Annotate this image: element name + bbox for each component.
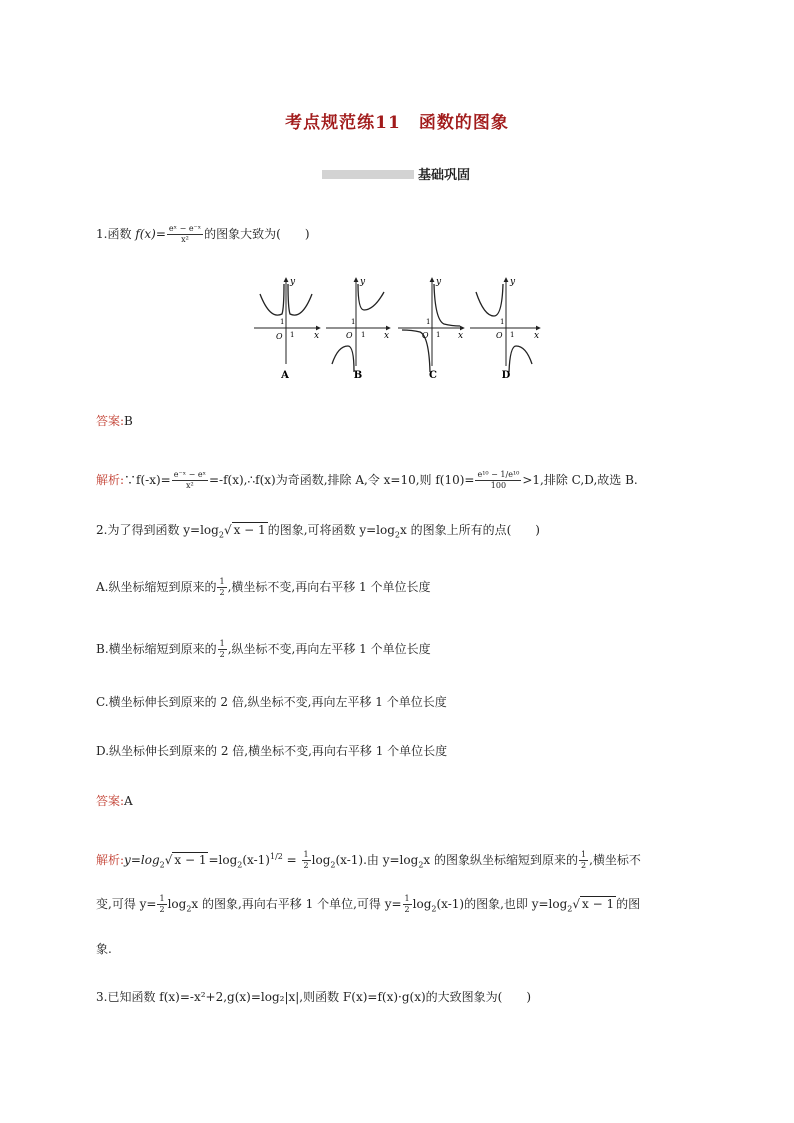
q2-an-l2-half1 xyxy=(157,894,166,915)
q2-an-l1-sqrt: x − 1 xyxy=(174,853,207,867)
graph-a-y-one: 1 xyxy=(280,318,285,326)
q1-analysis-fraction2 xyxy=(475,470,521,491)
graph-a-label: A xyxy=(281,370,289,381)
q2-an-l1-half1 xyxy=(302,850,311,871)
q2-an-l2-sub3: 2 xyxy=(567,904,573,914)
q2-an-l1-h: ,横坐标不 xyxy=(589,853,641,867)
graph-a-x-one: 1 xyxy=(290,331,295,339)
q2-an-l1-sub1: 2 xyxy=(159,860,165,870)
q2-option-a-half-den: 2 xyxy=(219,588,225,597)
q1-analysis-part1: ∵f(-x)= xyxy=(124,473,171,487)
q2-analysis-label: 解析: xyxy=(96,853,125,867)
q2-an-l1-d: = xyxy=(282,853,301,867)
q1-suffix: 的图象大致为( ) xyxy=(204,227,310,241)
q2-an-l1-e: log xyxy=(311,853,331,867)
graph-b-y-label: y xyxy=(360,277,366,287)
graph-a-y-label: y xyxy=(290,277,296,287)
q2-an-l1-a: y=log xyxy=(124,853,160,867)
q2-answer-value: A xyxy=(124,794,133,808)
graph-b-origin: O xyxy=(346,331,353,340)
section-label: 基础巩固 xyxy=(418,168,471,183)
q2-an-l2-sqrt: x − 1 xyxy=(582,897,615,911)
q2-an-l1-half1-den: 2 xyxy=(303,861,309,870)
graph-d xyxy=(470,277,540,381)
q2-an-l2-f: 的图 xyxy=(616,897,641,911)
q2-option-b-half-num: 1 xyxy=(219,639,225,648)
q2-option-a-half-num: 1 xyxy=(219,577,225,586)
graph-c xyxy=(398,277,464,381)
graph-c-label: C xyxy=(429,370,437,381)
question-3-stem xyxy=(96,988,531,1006)
q2-option-b-post: ,纵坐标不变,再向左平移 1 个单位长度 xyxy=(227,642,431,656)
q2-stem-sqrt: x − 1 xyxy=(233,523,266,537)
q2-an-l3: 象. xyxy=(96,942,112,956)
q2-an-l1-half1-num: 1 xyxy=(303,850,309,859)
q2-an-l2-c: x 的图象,再向右平移 1 个单位,可得 y= xyxy=(191,897,402,911)
q1-prefix: 1.函数 xyxy=(96,227,136,241)
q1-graphs xyxy=(248,272,548,384)
q3-stem-text: 3.已知函数 f(x)=-x²+2,g(x)=log₂|x|,则函数 F(x)=f(x)·g(x)的大致图象为( ) xyxy=(96,990,532,1004)
q2-analysis-line-3 xyxy=(96,940,112,958)
q1-analysis-frac-den: x² xyxy=(186,481,194,490)
q2-an-l1-g: x 的图象纵坐标缩短到原来的 xyxy=(423,853,578,867)
q2-an-l1-half2 xyxy=(579,850,588,871)
q1-frac-den: x² xyxy=(181,235,189,244)
q2-an-l2-d: log xyxy=(412,897,432,911)
q2-stem-a: 2.为了得到函数 y=log xyxy=(96,523,219,537)
q2-an-l2-e: (x-1)的图象,也即 y=log xyxy=(436,897,568,911)
q2-answer-label: 答案: xyxy=(96,794,125,808)
q2-an-l1-b: =log xyxy=(208,853,238,867)
q1-analysis-frac2-den: 100 xyxy=(490,481,507,490)
graph-b-y-one: 1 xyxy=(351,318,356,326)
q2-an-l1-sub2: 2 xyxy=(237,860,243,870)
q2-option-b-pre: B.横坐标缩短到原来的 xyxy=(96,642,217,656)
graph-a-x-label: x xyxy=(314,331,320,341)
q2-an-l2-a: 变,可得 y= xyxy=(96,897,157,911)
q1-analysis-fraction xyxy=(172,470,208,491)
q2-option-a-pre: A.纵坐标缩短到原来的 xyxy=(96,580,217,594)
q2-an-l2-half2 xyxy=(403,894,412,915)
graph-a-origin: O xyxy=(276,332,283,341)
q2-option-a-post: ,横坐标不变,再向右平移 1 个单位长度 xyxy=(227,580,431,594)
q1-analysis-label: 解析: xyxy=(96,473,125,487)
q2-option-c-text: C.横坐标伸长到原来的 2 倍,纵坐标不变,再向左平移 1 个单位长度 xyxy=(96,695,447,709)
q2-an-l1-c: (x-1) xyxy=(242,853,270,867)
q2-option-a xyxy=(96,577,430,598)
q2-an-l2-half1-num: 1 xyxy=(159,894,165,903)
graph-d-y-label: y xyxy=(510,277,516,287)
q2-an-l1-half2-num: 1 xyxy=(581,850,587,859)
q2-answer xyxy=(96,792,133,810)
q2-stem-b: 的图象,可将函数 y=log xyxy=(267,523,395,537)
q2-an-l2-half2-num: 1 xyxy=(404,894,410,903)
q1-analysis-frac2-num: e¹⁰ − 1/e¹⁰ xyxy=(477,470,520,479)
q2-an-l1-sub3: 2 xyxy=(330,860,336,870)
page-title: 考点规范练11 函数的图象 xyxy=(285,113,509,133)
q2-an-l1-half2-den: 2 xyxy=(581,861,587,870)
question-1-stem xyxy=(96,224,310,245)
q2-option-b xyxy=(96,639,431,660)
q2-option-d xyxy=(96,742,447,760)
q2-an-l1-exp: 1/2 xyxy=(269,852,283,861)
q2-an-l1-sub4: 2 xyxy=(418,860,424,870)
q1-fx: f(x)= xyxy=(135,227,166,241)
q2-an-l1-f: (x-1).由 y=log xyxy=(335,853,419,867)
q2-option-b-half xyxy=(218,639,227,660)
q2-option-b-half-den: 2 xyxy=(219,650,225,659)
q1-analysis-frac-num: e⁻ˣ − eˣ xyxy=(173,470,206,479)
q2-option-c xyxy=(96,693,447,711)
q2-an-l2-b: log xyxy=(167,897,187,911)
graph-b-x-label: x xyxy=(384,331,390,341)
q2-analysis-line-1: 解析$:y=\log_2√$ $x - 1 =\log_2(x-1)^{1/2}$ = $\frac{1}{2}$ $\log_2(x-1)$.由 $y=\log_2x$ 的图象纵坐标缩短到原来的 $\frac{1}{2}$ ,横坐标不 xyxy=(96,850,641,870)
q2-stem-c: x 的图象上所有的点( ) xyxy=(400,523,540,537)
q2-stem-sub1: 2 xyxy=(218,530,224,540)
graph-d-x-label: x xyxy=(534,331,540,341)
graph-c-origin: O xyxy=(422,331,429,340)
q1-fraction xyxy=(167,224,203,245)
q2-an-l2-sub2: 2 xyxy=(431,904,437,914)
graph-c-x-label: x xyxy=(458,331,464,341)
graph-d-label: D xyxy=(501,370,511,381)
graph-d-x-one: 1 xyxy=(510,331,515,339)
q2-an-l2-half2-den: 2 xyxy=(404,905,410,914)
q2-analysis-line-2: 变,可得 y= $\frac{1}{2}$ $\log_2x$ 的图象,再向右平移 1 个单位,可得 y= $\frac{1}{2}$ $\log_2(x-1)$的图象,也即 $y=\log_2√$ x − 1 的图 xyxy=(96,894,641,914)
section-bar xyxy=(322,170,414,179)
q2-an-l2-sub1: 2 xyxy=(186,904,192,914)
q1-answer-value: B xyxy=(124,414,133,428)
q2-an-l2-half1-den: 2 xyxy=(159,905,165,914)
q1-analysis-part2: =-f(x),∴f(x)为奇函数,排除 A,令 x=10,则 f(10)= xyxy=(209,473,475,487)
graph-b-x-one: 1 xyxy=(361,331,366,339)
q2-option-d-text: D.纵坐标伸长到原来的 2 倍,横坐标不变,再向右平移 1 个单位长度 xyxy=(96,744,448,758)
q1-answer xyxy=(96,412,133,430)
graph-a xyxy=(254,277,320,381)
graph-c-y-one: 1 xyxy=(426,318,431,326)
graph-c-y-label: y xyxy=(436,277,442,287)
q1-frac-num: eˣ − e⁻ˣ xyxy=(168,224,202,233)
graph-d-origin: O xyxy=(496,331,503,340)
graph-b xyxy=(326,277,390,381)
graph-c-x-one: 1 xyxy=(436,331,441,339)
graph-d-y-one: 1 xyxy=(500,318,505,326)
q2-option-a-half xyxy=(217,577,226,598)
q1-answer-label: 答案: xyxy=(96,414,125,428)
question-2-stem: 2.为了得到函数 $y=\log_2√$ x − 1 的图象,可将函数 $y=\log_2x$ 的图象上所有的点( ) xyxy=(96,523,540,540)
q1-analysis-part3: >1,排除 C,D,故选 B. xyxy=(522,473,638,487)
q1-analysis xyxy=(96,470,638,491)
q2-stem-sub2: 2 xyxy=(394,530,400,540)
graph-b-label: B xyxy=(353,370,363,381)
